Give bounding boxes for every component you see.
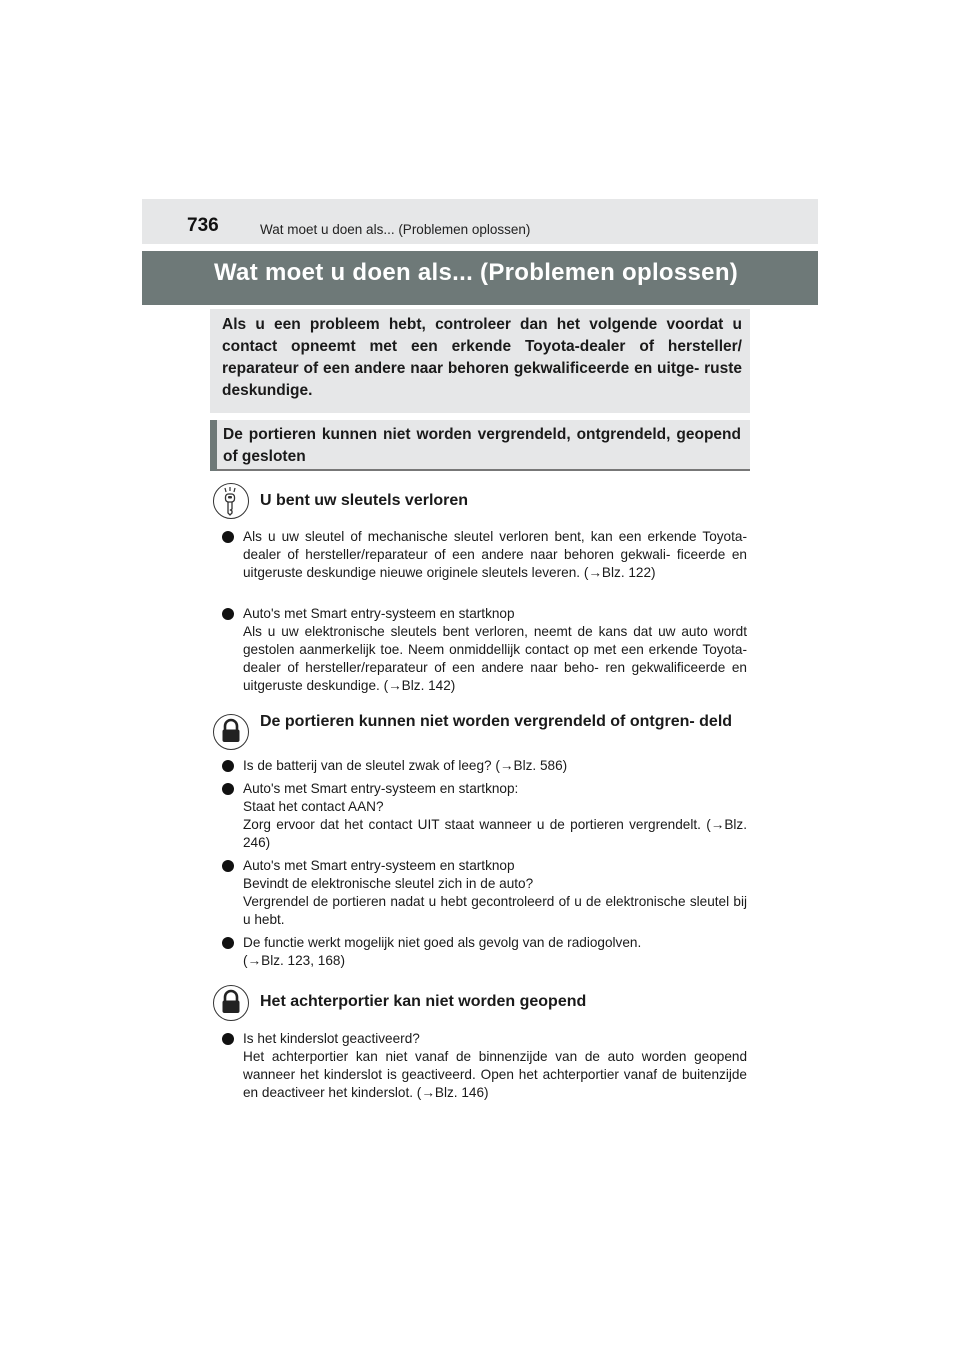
subsection-accent-bar	[210, 420, 217, 471]
list-item-text: Bevindt de elektronische sleutel zich in de auto?	[243, 876, 534, 891]
list-item-text: Het achterportier kan niet vanaf de binnenzijde van de auto worden geopend wanneer het kinderslot is geactiveerd. Open het achterportier vanaf de buitenzijde en deactiveer het kinderslot. (→Blz. 146)	[243, 1049, 747, 1100]
list-item	[222, 1030, 747, 1102]
list-item-text: Is het kinderslot geactiveerd?	[243, 1031, 420, 1046]
list-item	[222, 757, 747, 775]
list-item-text: Staat het contact AAN?	[243, 799, 384, 814]
list-item-text: Is de batterij van de sleutel zwak of leeg? (→Blz. 586)	[243, 758, 568, 773]
list-item-text: De functie werkt mogelijk niet goed als gevolg van de radiogolven.	[243, 935, 642, 950]
subsection-title: De portieren kunnen niet worden vergrendeld, ontgrendeld, geopend of gesloten	[223, 426, 741, 465]
page-title: Wat moet u doen als... (Problemen oplossen)	[214, 259, 739, 286]
running-title: Wat moet u doen als... (Problemen oplossen)	[260, 222, 531, 237]
bullet-dot	[222, 1033, 234, 1045]
list-item-text: Auto's met Smart entry-systeem en startknop	[243, 606, 515, 621]
list-item	[222, 605, 747, 695]
bullet-dot	[222, 783, 234, 795]
list-item-text: Als u uw sleutel of mechanische sleutel verloren bent, kan een erkende Toyota-dealer of hersteller/reparateur of een andere naar behoren gekwali- ficeerde en uitgeruste deskundige nieuwe originele sleutels leveren. (→Blz. 122)	[243, 529, 747, 580]
lock-icon	[213, 985, 249, 1021]
list-item	[222, 857, 747, 929]
lock-icon	[213, 714, 249, 750]
bullet-dot	[222, 608, 234, 620]
intro-text: Als u een probleem hebt, controleer dan het volgende voordat u contact opneemt met een erkende Toyota-dealer of hersteller/ reparateur of een andere naar behoren gekwalificeerde en uitge- ruste deskundige.	[222, 316, 742, 399]
list-item-text: Als u uw elektronische sleutels bent verloren, neemt de kans dat uw auto wordt gestolen aanmerkelijk toe. Neem onmiddellijk contact op met een erkende Toyota-dealer of hersteller/reparateur of een andere naar beho- ren gekwalificeerde en uitgeruste deskundige. (→Blz. 142)	[243, 624, 747, 693]
list-item	[222, 780, 747, 852]
bullet-dot	[222, 860, 234, 872]
list-item-text: (→Blz. 123, 168)	[243, 953, 345, 968]
section-heading-lost-keys: U bent uw sleutels verloren	[260, 492, 469, 509]
key-icon	[213, 483, 249, 519]
section-heading-lock: De portieren kunnen niet worden vergrendeld of ontgren- deld	[260, 713, 733, 730]
section-heading-rear-door: Het achterportier kan niet worden geopend	[260, 993, 587, 1010]
list-item-text: Vergrendel de portieren nadat u hebt gecontroleerd of u de elektronische sleutel bij u hebt.	[243, 894, 747, 927]
bullet-dot	[222, 531, 234, 543]
page-number: 736	[187, 215, 219, 236]
list-item	[222, 528, 747, 582]
list-item-text: Auto's met Smart entry-systeem en startknop	[243, 858, 515, 873]
list-item-text: Zorg ervoor dat het contact UIT staat wanneer u de portieren vergrendelt. (→Blz. 246)	[243, 817, 747, 850]
bullet-dot	[222, 937, 234, 949]
bullet-dot	[222, 760, 234, 772]
list-item-text: Auto's met Smart entry-systeem en startknop:	[243, 781, 519, 796]
list-item	[222, 934, 747, 970]
